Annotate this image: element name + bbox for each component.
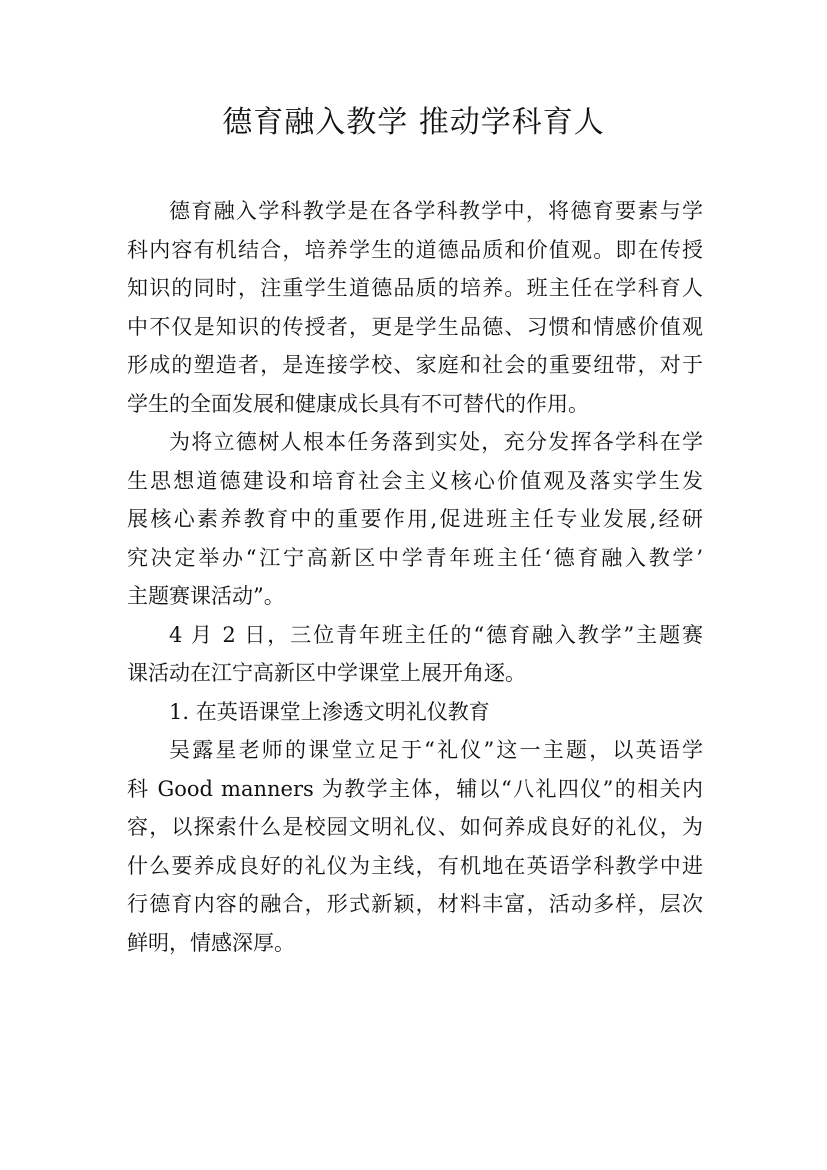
paragraph-3	[127, 616, 703, 693]
paragraph-line: 科内容有机结合，培养学生的道德品质和价值观。即在传授	[127, 237, 703, 262]
paragraph-line: 学生的全面发展和健康成长具有不可替代的作用。	[127, 391, 589, 416]
paragraph-line: 4 月 2 日，三位青年班主任的“德育融入教学”主题赛	[169, 622, 703, 647]
paragraph-2	[127, 423, 703, 616]
paragraph-line: 什么要养成良好的礼仪为主线，有机地在英语学科教学中进	[127, 853, 703, 878]
paragraph-line: 吴露星老师的课堂立足于“礼仪”这一主题，以英语学	[169, 738, 703, 762]
paragraph-line: 科 Good manners 为教学主体，辅以“八礼四仪”的相关内	[127, 776, 703, 801]
document-body	[127, 192, 703, 962]
paragraph-line: 展核心素养教育中的重要作用,促进班主任专业发展,经研	[127, 507, 703, 531]
paragraph-1	[127, 192, 703, 423]
paragraph-line: 德育融入学科教学是在各学科教学中，将德育要素与学	[169, 199, 703, 223]
paragraph-line: 鲜明，情感深厚。	[127, 930, 295, 955]
paragraph-line: 为将立德树人根本任务落到实处，充分发挥各学科在学	[169, 430, 703, 454]
paragraph-line: 形成的塑造者，是连接学校、家庭和社会的重要纽带，对于	[127, 353, 703, 377]
paragraph-5	[127, 731, 703, 962]
paragraph-line: 生思想道德建设和培育社会主义核心价值观及落实学生发	[127, 468, 703, 493]
section-heading-line: 1. 在英语课堂上渗透文明礼仪教育	[169, 699, 490, 724]
paragraph-line: 知识的同时，注重学生道德品质的培养。班主任在学科育人	[127, 276, 703, 300]
section-heading	[127, 693, 703, 732]
paragraph-line: 容，以探索什么是校园文明礼仪、如何养成良好的礼仪，为	[127, 815, 703, 839]
paragraph-line: 行德育内容的融合，形式新颖，材料丰富，活动多样，层次	[127, 892, 703, 916]
paragraph-line: 究决定举办“江宁高新区中学青年班主任‘德育融入教学’	[127, 545, 703, 570]
paragraph-line: 中不仅是知识的传授者，更是学生品德、习惯和情感价值观	[127, 314, 703, 339]
document-title: 德育融入教学 推动学科育人	[222, 105, 605, 140]
paragraph-line: 主题赛课活动”。	[127, 584, 285, 608]
paragraph-line: 课活动在江宁高新区中学课堂上展开角逐。	[127, 661, 526, 685]
